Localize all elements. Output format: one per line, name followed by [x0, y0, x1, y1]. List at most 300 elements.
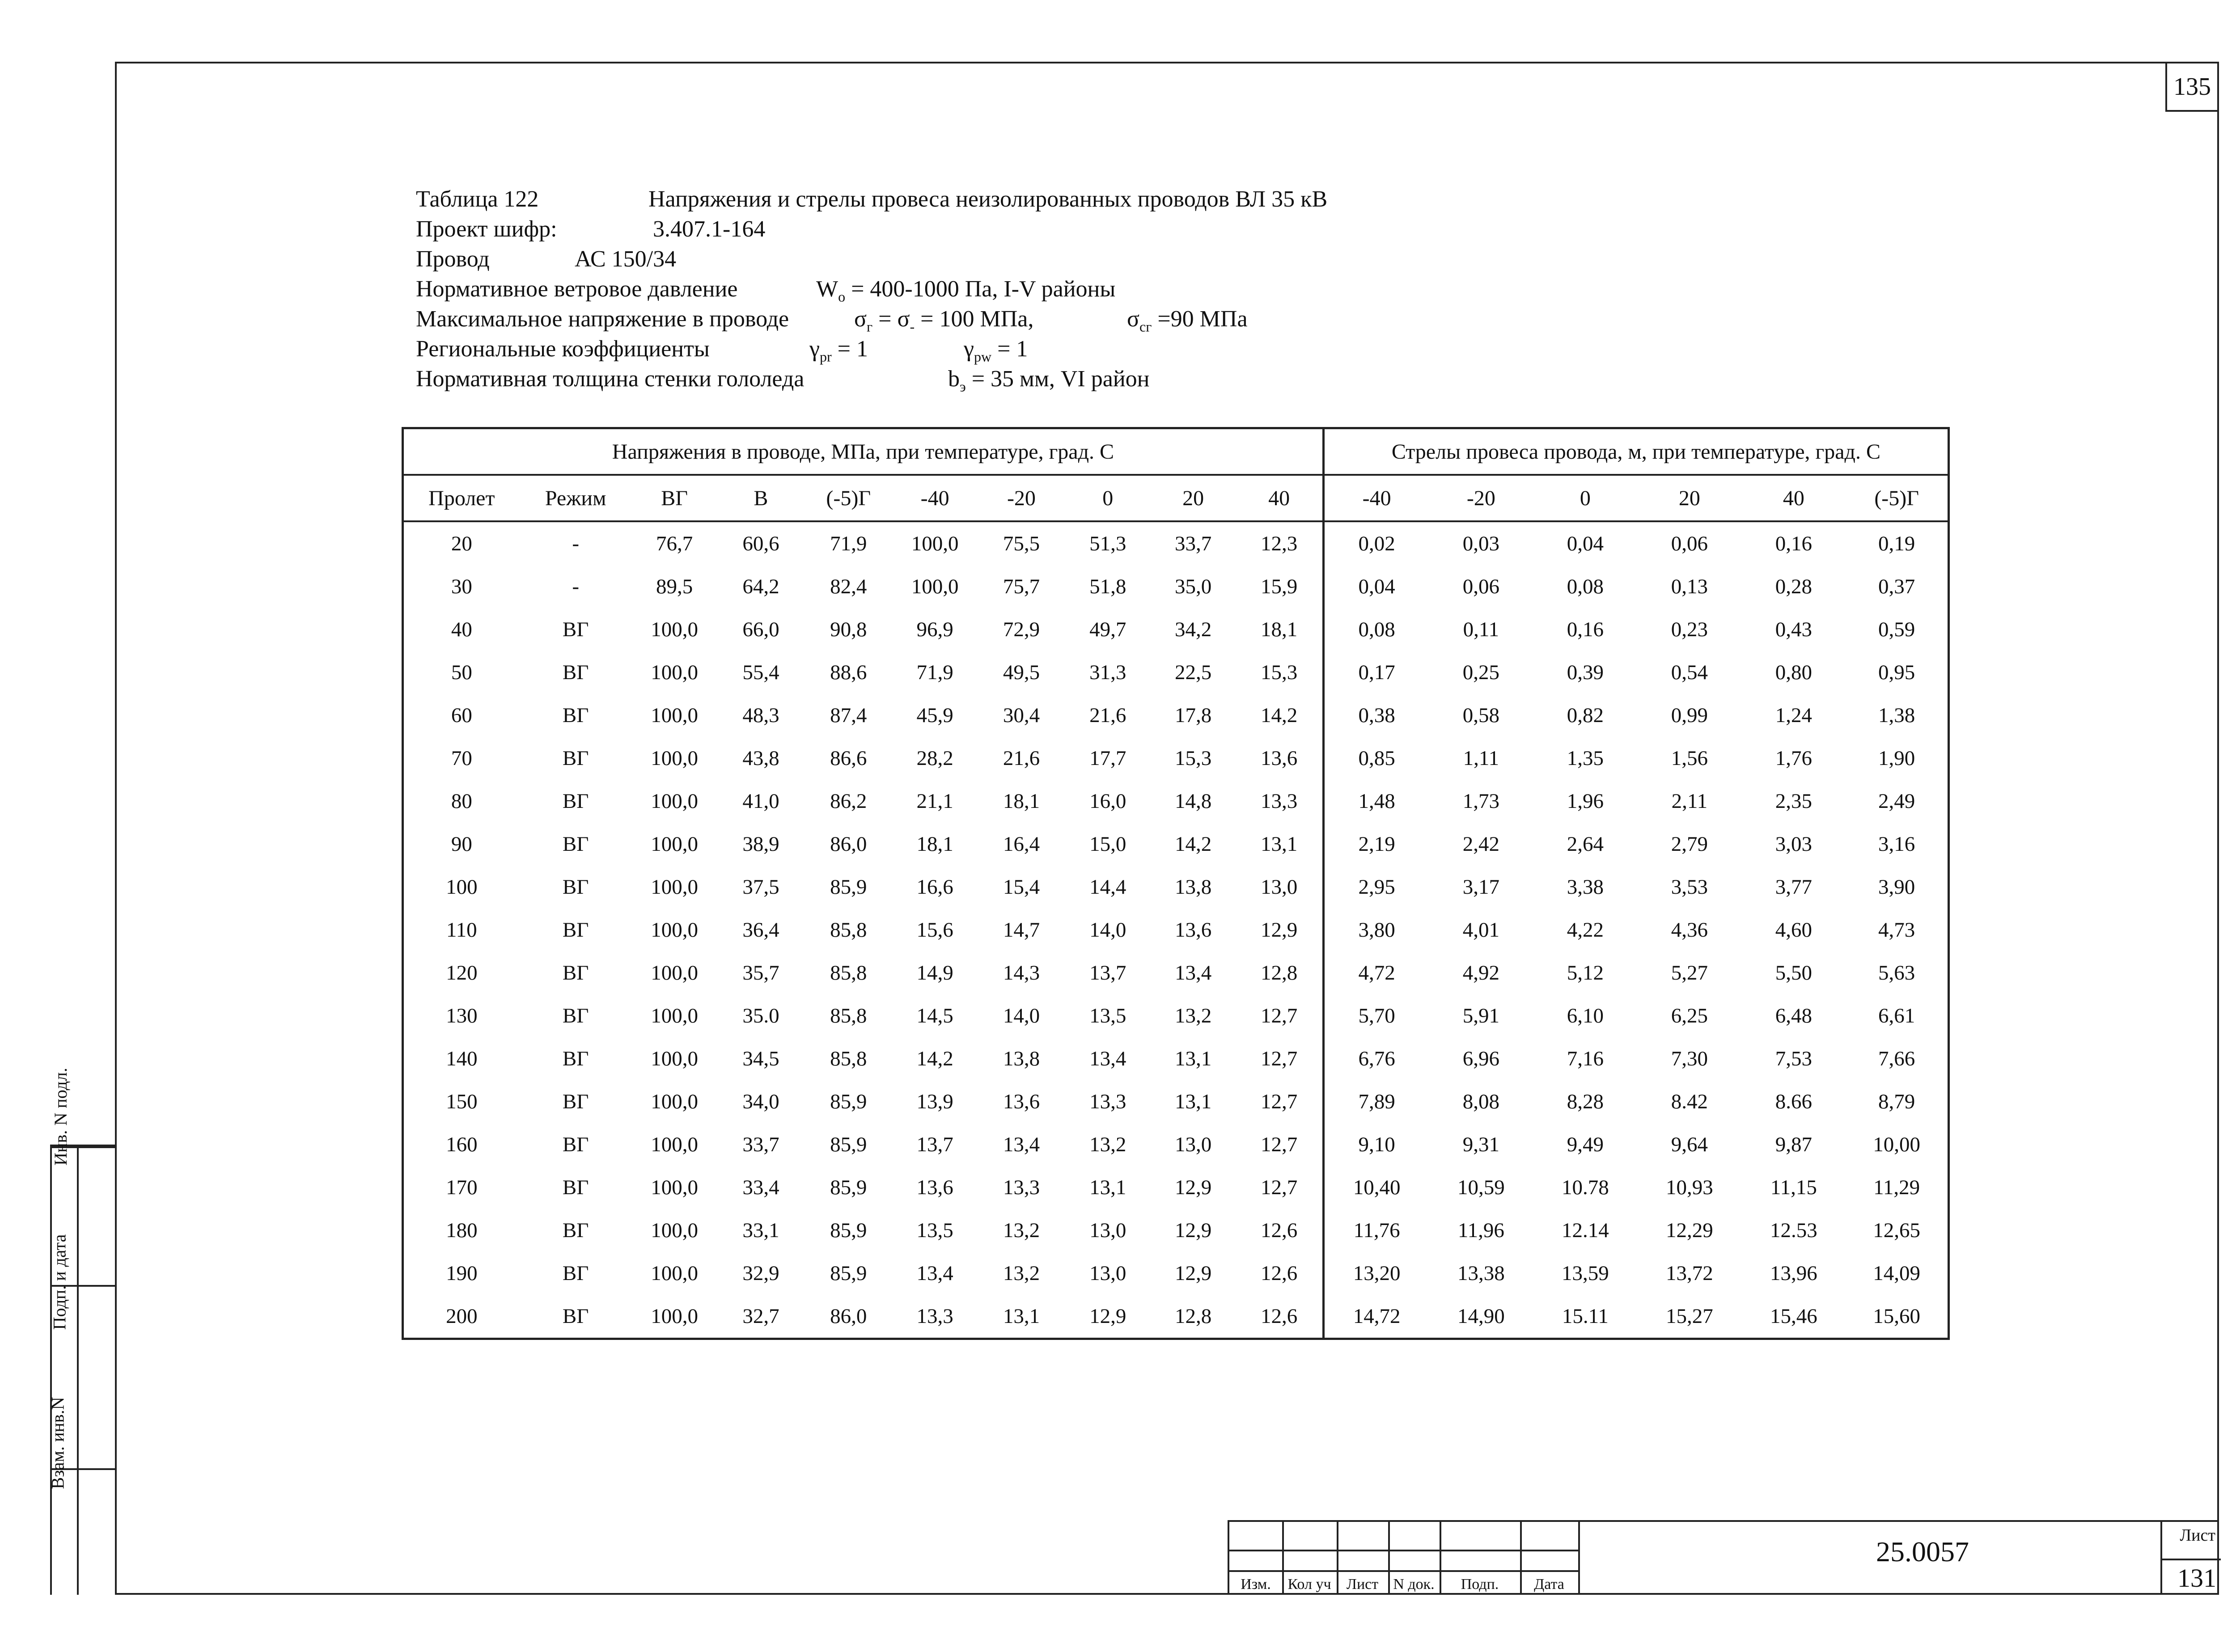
- max-stress-label: Максимальное напряжение в проводе: [416, 306, 789, 332]
- column-header: -20: [978, 475, 1065, 521]
- table-cell: 1,96: [1567, 790, 1604, 813]
- wind-pressure-value: $W_o = 400-1000$ Па, I-V районы: [816, 276, 1116, 305]
- table-cell: 13,96: [1770, 1262, 1817, 1285]
- table-cell: 0,25: [1462, 661, 1499, 684]
- table-cell: 1,48: [1358, 790, 1395, 813]
- table-cell: 85,8: [830, 1004, 867, 1027]
- table-cell: 35,7: [742, 961, 779, 984]
- table-cell: 86,6: [830, 747, 867, 770]
- ice-thickness-label: Нормативная толщина стенки гололеда: [416, 366, 805, 392]
- table-cell: 85,9: [830, 1090, 867, 1113]
- table-cell: 43,8: [742, 747, 779, 770]
- regional-coef-label: Региональные коэффициенты: [416, 336, 710, 362]
- table-cell: 50: [451, 661, 472, 684]
- table-cell: 0,82: [1567, 704, 1604, 727]
- table-row: [403, 1080, 1949, 1123]
- table-cell: 21,6: [1089, 704, 1126, 727]
- table-cell: 85,8: [830, 918, 867, 942]
- table-cell: 13,3: [1089, 1090, 1126, 1113]
- table-cell: 14,8: [1174, 790, 1212, 813]
- table-row: [403, 521, 1949, 565]
- table-cell: 14,0: [1003, 1004, 1040, 1027]
- table-row: [403, 1123, 1949, 1166]
- table-cell: 96,9: [916, 618, 953, 641]
- table-cell: 85,8: [830, 1047, 867, 1070]
- table-cell: 28,2: [916, 747, 953, 770]
- table-cell: 170: [446, 1176, 478, 1199]
- table-cell: 32,7: [742, 1305, 779, 1328]
- table-cell: 90,8: [830, 618, 867, 641]
- table-cell: 22,5: [1174, 661, 1212, 684]
- table-cell: 5,63: [1878, 961, 1915, 984]
- column-header: (-5)Г: [805, 475, 892, 521]
- table-cell: 21,1: [916, 790, 953, 813]
- table-cell: 12,7: [1236, 1037, 1323, 1080]
- table-cell: 17,7: [1089, 747, 1126, 770]
- table-cell: 13,8: [1003, 1047, 1040, 1070]
- table-cell: 33,4: [742, 1176, 779, 1199]
- table-cell: 13,6: [1236, 737, 1323, 780]
- label-date: Дата: [1534, 1576, 1564, 1593]
- table-cell: 72,9: [1003, 618, 1040, 641]
- table-cell: 13,1: [1174, 1090, 1212, 1113]
- column-header: -40: [892, 475, 978, 521]
- table-cell: 100,0: [911, 532, 959, 555]
- table-cell: 33,7: [742, 1133, 779, 1156]
- table-cell: 4,01: [1462, 918, 1499, 942]
- table-cell: 12,6: [1236, 1252, 1323, 1295]
- table-cell: 14,90: [1457, 1305, 1505, 1328]
- table-cell: 4,22: [1567, 918, 1604, 942]
- table-cell: 12,9: [1236, 908, 1323, 951]
- table-cell: 4,73: [1878, 918, 1915, 942]
- table-cell: 3,03: [1775, 832, 1812, 856]
- table-cell: 11,15: [1770, 1176, 1817, 1199]
- table-row: [403, 908, 1949, 951]
- table-cell: 100,0: [651, 918, 698, 942]
- table-cell: 90: [451, 832, 472, 856]
- table-cell: 76,7: [656, 532, 693, 555]
- table-cell: 38,9: [742, 832, 779, 856]
- table-cell: 35,0: [1174, 575, 1212, 598]
- table-cell: ВГ: [562, 1262, 589, 1285]
- table-cell: 0,06: [1671, 532, 1708, 555]
- table-cell: 12,9: [1174, 1262, 1212, 1285]
- table-cell: 4,92: [1462, 961, 1499, 984]
- table-cell: 71,9: [916, 661, 953, 684]
- table-title: Напряжения и стрелы провеса неизолированных проводов ВЛ 35 кВ: [648, 186, 1328, 212]
- table-cell: 100,0: [651, 790, 698, 813]
- table-cell: 15,3: [1236, 651, 1323, 694]
- table-cell: 0,80: [1775, 661, 1812, 684]
- table-cell: 0,23: [1671, 618, 1708, 641]
- table-cell: 31,3: [1089, 661, 1126, 684]
- table-cell: 18,1: [1236, 608, 1323, 651]
- column-header: 20: [1637, 475, 1741, 521]
- table-cell: 20: [451, 532, 472, 555]
- gamma-pr-value: $\gamma_{pr} = 1$: [809, 336, 868, 365]
- table-cell: 8.66: [1775, 1090, 1812, 1113]
- table-cell: 13,59: [1561, 1262, 1609, 1285]
- table-cell: 13,0: [1174, 1133, 1212, 1156]
- sheet-number: 131: [2177, 1563, 2216, 1593]
- table-cell: 51,3: [1089, 532, 1126, 555]
- column-header: 40: [1741, 475, 1846, 521]
- table-cell: 13,3: [1236, 780, 1323, 823]
- table-cell: 160: [446, 1133, 478, 1156]
- table-cell: 6,61: [1878, 1004, 1915, 1027]
- table-cell: 80: [451, 790, 472, 813]
- table-cell: 13,4: [916, 1262, 953, 1285]
- table-cell: 86,2: [830, 790, 867, 813]
- table-cell: 13,3: [1003, 1176, 1040, 1199]
- table-cell: 13,2: [1003, 1219, 1040, 1242]
- table-cell: 11,29: [1873, 1176, 1920, 1199]
- sheet-label: Лист: [2180, 1526, 2215, 1545]
- table-cell: 3,17: [1462, 875, 1499, 899]
- table-cell: 3,77: [1775, 875, 1812, 899]
- stress-group-header: Напряжения в проводе, МПа, при температуре, град. С: [403, 428, 1324, 475]
- max-stress-value: $\sigma_г = \sigma_- = 100$ МПа,: [854, 306, 1034, 335]
- label-quantity: Кол уч: [1287, 1576, 1331, 1593]
- table-cell: 100,0: [651, 875, 698, 899]
- table-cell: 10,40: [1353, 1176, 1401, 1199]
- table-cell: ВГ: [562, 618, 589, 641]
- table-cell: 0,28: [1775, 575, 1812, 598]
- table-cell: 8,28: [1567, 1090, 1604, 1113]
- table-cell: 7,66: [1878, 1047, 1915, 1070]
- table-cell: 13,2: [1089, 1133, 1126, 1156]
- table-cell: 10.78: [1561, 1176, 1609, 1199]
- table-cell: 0,06: [1462, 575, 1499, 598]
- table-cell: 10,00: [1873, 1133, 1921, 1156]
- table-cell: 0,39: [1567, 661, 1604, 684]
- table-cell: 13,9: [916, 1090, 953, 1113]
- side-label-inventory: Инв. N подл.: [50, 1068, 71, 1166]
- table-row: [403, 737, 1949, 780]
- wire-type: АС 150/34: [575, 246, 677, 272]
- table-cell: 100,0: [651, 661, 698, 684]
- table-cell: 87,4: [830, 704, 867, 727]
- table-cell: 0,08: [1358, 618, 1395, 641]
- table-cell: 13,2: [1003, 1262, 1040, 1285]
- table-cell: 1,11: [1463, 747, 1499, 770]
- table-cell: 10,93: [1665, 1176, 1713, 1199]
- table-cell: 180: [446, 1219, 478, 1242]
- table-cell: 5,70: [1358, 1004, 1395, 1027]
- table-cell: 85,9: [830, 1176, 867, 1199]
- side-label-replace: Взам. инв.N: [47, 1397, 68, 1489]
- table-cell: 8,08: [1462, 1090, 1499, 1113]
- table-cell: 15,6: [916, 918, 953, 942]
- table-cell: 16,0: [1089, 790, 1126, 813]
- table-cell: 12,3: [1236, 521, 1323, 565]
- table-cell: 85,9: [830, 1133, 867, 1156]
- table-cell: 100,0: [651, 1176, 698, 1199]
- sag-group-header: Стрелы провеса провода, м, при температуре, град. С: [1323, 428, 1948, 475]
- table-cell: 4,72: [1358, 961, 1395, 984]
- table-cell: 13,72: [1665, 1262, 1713, 1285]
- table-cell: 5,91: [1462, 1004, 1499, 1027]
- table-cell: 1,90: [1878, 747, 1915, 770]
- table-cell: 7,30: [1671, 1047, 1708, 1070]
- table-row: [403, 651, 1949, 694]
- table-cell: 1,73: [1462, 790, 1499, 813]
- project-label: Проект шифр:: [416, 216, 557, 242]
- table-cell: 2,64: [1567, 832, 1604, 856]
- table-cell: 13,1: [1089, 1176, 1126, 1199]
- table-cell: 0,03: [1462, 532, 1499, 555]
- table-cell: ВГ: [562, 790, 589, 813]
- table-row: [403, 565, 1949, 608]
- gamma-pw-value: $\gamma_{pw} = 1$: [964, 336, 1028, 365]
- table-cell: ВГ: [562, 661, 589, 684]
- table-cell: 13,7: [1089, 961, 1126, 984]
- table-cell: 13,0: [1236, 866, 1323, 908]
- ice-thickness-value: $b_э = 35$ мм, VI район: [948, 366, 1150, 395]
- table-cell: 14,2: [916, 1047, 953, 1070]
- table-cell: 75,5: [1003, 532, 1040, 555]
- table-cell: 13,0: [1089, 1262, 1126, 1285]
- table-cell: 12,7: [1236, 994, 1323, 1037]
- table-cell: 0,16: [1775, 532, 1812, 555]
- table-cell: 13,6: [1174, 918, 1212, 942]
- table-cell: 6,25: [1671, 1004, 1708, 1027]
- table-row: [403, 994, 1949, 1037]
- stress-sag-table: [402, 427, 1950, 1340]
- table-cell: 60,6: [742, 532, 779, 555]
- table-cell: ВГ: [562, 1047, 589, 1070]
- table-cell: 13,1: [1236, 823, 1323, 866]
- table-cell: 3,38: [1567, 875, 1604, 899]
- table-cell: 85,8: [830, 961, 867, 984]
- table-cell: 13,6: [916, 1176, 953, 1199]
- table-cell: 13,4: [1174, 961, 1212, 984]
- table-cell: 8,79: [1878, 1090, 1915, 1113]
- table-cell: 0,85: [1358, 747, 1395, 770]
- table-cell: 0,04: [1567, 532, 1604, 555]
- table-cell: 40: [451, 618, 472, 641]
- table-cell: 12,8: [1236, 951, 1323, 994]
- table-cell: 200: [446, 1305, 478, 1328]
- table-cell: 14,72: [1353, 1305, 1401, 1328]
- table-cell: 13,2: [1174, 1004, 1212, 1027]
- table-cell: 0,11: [1463, 618, 1499, 641]
- table-cell: ВГ: [562, 747, 589, 770]
- table-cell: 100,0: [651, 1262, 698, 1285]
- table-cell: 12,29: [1665, 1219, 1713, 1242]
- table-cell: 1,35: [1567, 747, 1604, 770]
- table-row: [403, 823, 1949, 866]
- table-cell: 15,9: [1236, 565, 1323, 608]
- wire-label: Провод: [416, 246, 490, 272]
- table-cell: 36,4: [742, 918, 779, 942]
- table-cell: 0,04: [1358, 575, 1395, 598]
- table-cell: 13,7: [916, 1133, 953, 1156]
- table-cell: ВГ: [562, 1176, 589, 1199]
- project-code: 3.407.1-164: [653, 216, 766, 242]
- table-cell: 13,1: [1003, 1305, 1040, 1328]
- table-cell: 12.53: [1770, 1219, 1817, 1242]
- table-cell: 11,96: [1457, 1219, 1504, 1242]
- table-cell: 5,27: [1671, 961, 1708, 984]
- table-cell: 86,0: [830, 1305, 867, 1328]
- table-cell: 15,27: [1665, 1305, 1713, 1328]
- table-cell: 1,24: [1775, 704, 1812, 727]
- table-row: [403, 694, 1949, 737]
- table-cell: ВГ: [562, 1305, 589, 1328]
- table-cell: ВГ: [562, 918, 589, 942]
- side-label-signature: Подп. и дата: [49, 1234, 70, 1330]
- table-cell: 2,11: [1671, 790, 1708, 813]
- table-cell: ВГ: [562, 875, 589, 899]
- column-header: -20: [1429, 475, 1533, 521]
- column-header: 0: [1533, 475, 1637, 521]
- table-cell: 9,64: [1671, 1133, 1708, 1156]
- table-cell: 9,31: [1462, 1133, 1499, 1156]
- table-cell: 85,9: [830, 1219, 867, 1242]
- table-row: [403, 1166, 1949, 1209]
- table-cell: 4,36: [1671, 918, 1708, 942]
- table-number: Таблица 122: [416, 186, 539, 212]
- column-header: Пролет: [403, 475, 520, 521]
- table-cell: 2,49: [1878, 790, 1915, 813]
- table-cell: 49,7: [1089, 618, 1126, 641]
- table-cell: 100,0: [651, 1004, 698, 1027]
- table-cell: 16,6: [916, 875, 953, 899]
- table-cell: 1,76: [1775, 747, 1812, 770]
- table-cell: 12,65: [1873, 1219, 1921, 1242]
- table-cell: 12,9: [1174, 1219, 1212, 1242]
- table-cell: 2,79: [1671, 832, 1708, 856]
- table-cell: 9,10: [1358, 1133, 1395, 1156]
- column-header: 0: [1065, 475, 1151, 521]
- column-header: (-5)Г: [1846, 475, 1948, 521]
- table-cell: 64,2: [742, 575, 779, 598]
- table-cell: 14,5: [916, 1004, 953, 1027]
- table-cell: 2,42: [1462, 832, 1499, 856]
- table-cell: 150: [446, 1090, 478, 1113]
- table-cell: -: [572, 575, 579, 598]
- table-cell: ВГ: [562, 1090, 589, 1113]
- table-cell: 13,0: [1089, 1219, 1126, 1242]
- table-cell: ВГ: [562, 1219, 589, 1242]
- table-cell: 12,7: [1236, 1123, 1323, 1166]
- table-cell: 14,0: [1089, 918, 1126, 942]
- table-cell: 130: [446, 1004, 478, 1027]
- table-cell: 100: [446, 875, 478, 899]
- table-cell: 51,8: [1089, 575, 1126, 598]
- table-cell: 5,12: [1567, 961, 1604, 984]
- table-cell: 88,6: [830, 661, 867, 684]
- table-row: [403, 866, 1949, 908]
- table-cell: 6,76: [1358, 1047, 1395, 1070]
- table-cell: 2,19: [1358, 832, 1395, 856]
- table-cell: 12,8: [1174, 1305, 1212, 1328]
- table-cell: 13,1: [1174, 1047, 1212, 1070]
- table-cell: 0,38: [1358, 704, 1395, 727]
- table-cell: 66,0: [742, 618, 779, 641]
- table-cell: 14,4: [1089, 875, 1126, 899]
- table-cell: 15.11: [1562, 1305, 1609, 1328]
- table-cell: 3,16: [1878, 832, 1915, 856]
- table-cell: 21,6: [1003, 747, 1040, 770]
- table-cell: 14,2: [1174, 832, 1212, 856]
- table-cell: 1,56: [1671, 747, 1708, 770]
- table-row: [403, 951, 1949, 994]
- table-cell: 14,3: [1003, 961, 1040, 984]
- table-cell: 6,96: [1462, 1047, 1499, 1070]
- table-cell: 55,4: [742, 661, 779, 684]
- table-cell: 3,80: [1358, 918, 1395, 942]
- table-cell: 6,10: [1567, 1004, 1604, 1027]
- table-cell: 190: [446, 1262, 478, 1285]
- table-cell: 71,9: [830, 532, 867, 555]
- table-cell: 13,5: [1089, 1004, 1126, 1027]
- table-cell: 0,95: [1878, 661, 1915, 684]
- table-cell: 9,87: [1775, 1133, 1812, 1156]
- avg-stress-value: $\sigma_{сг} =90$ МПа: [1127, 306, 1248, 335]
- table-cell: 7,16: [1567, 1047, 1604, 1070]
- table-cell: ВГ: [562, 961, 589, 984]
- table-cell: 100,0: [651, 1090, 698, 1113]
- table-cell: 33,1: [742, 1219, 779, 1242]
- table-cell: 0,99: [1671, 704, 1708, 727]
- table-cell: 0,58: [1462, 704, 1499, 727]
- table-cell: 0,54: [1671, 661, 1708, 684]
- table-cell: 4,60: [1775, 918, 1812, 942]
- wind-pressure-label: Нормативное ветровое давление: [416, 276, 738, 302]
- table-cell: 30,4: [1003, 704, 1040, 727]
- table-cell: 110: [446, 918, 477, 942]
- table-row: [403, 1037, 1949, 1080]
- table-cell: 48,3: [742, 704, 779, 727]
- title-block: [1228, 1520, 2219, 1595]
- table-cell: 13,38: [1457, 1262, 1505, 1285]
- table-cell: 14,7: [1003, 918, 1040, 942]
- table-cell: 12,9: [1089, 1305, 1126, 1328]
- table-cell: 33,7: [1174, 532, 1212, 555]
- table-cell: 100,0: [651, 618, 698, 641]
- table-cell: 35.0: [742, 1004, 779, 1027]
- table-cell: 12.14: [1561, 1219, 1609, 1242]
- table-cell: 2,35: [1775, 790, 1812, 813]
- column-header: ВГ: [632, 475, 717, 521]
- table-cell: 120: [446, 961, 478, 984]
- table-cell: 85,9: [830, 875, 867, 899]
- table-cell: 0,59: [1878, 618, 1915, 641]
- table-cell: 41,0: [742, 790, 779, 813]
- side-stamp: [47, 1068, 115, 1595]
- table-cell: 70: [451, 747, 472, 770]
- table-cell: 13,8: [1174, 875, 1212, 899]
- table-cell: 89,5: [656, 575, 693, 598]
- table-cell: 15,60: [1873, 1305, 1921, 1328]
- table-cell: 100,0: [651, 1047, 698, 1070]
- table-cell: 100,0: [651, 1305, 698, 1328]
- table-cell: 75,7: [1003, 575, 1040, 598]
- table-cell: 11,76: [1353, 1219, 1400, 1242]
- table-cell: 15,46: [1770, 1305, 1817, 1328]
- table-cell: 0,13: [1671, 575, 1708, 598]
- table-cell: 49,5: [1003, 661, 1040, 684]
- table-cell: 17,8: [1174, 704, 1212, 727]
- table-cell: 15,0: [1089, 832, 1126, 856]
- document-code: 25.0057: [1876, 1536, 1969, 1567]
- table-cell: 0,37: [1878, 575, 1915, 598]
- table-cell: 0,43: [1775, 618, 1812, 641]
- table-cell: 9,49: [1567, 1133, 1604, 1156]
